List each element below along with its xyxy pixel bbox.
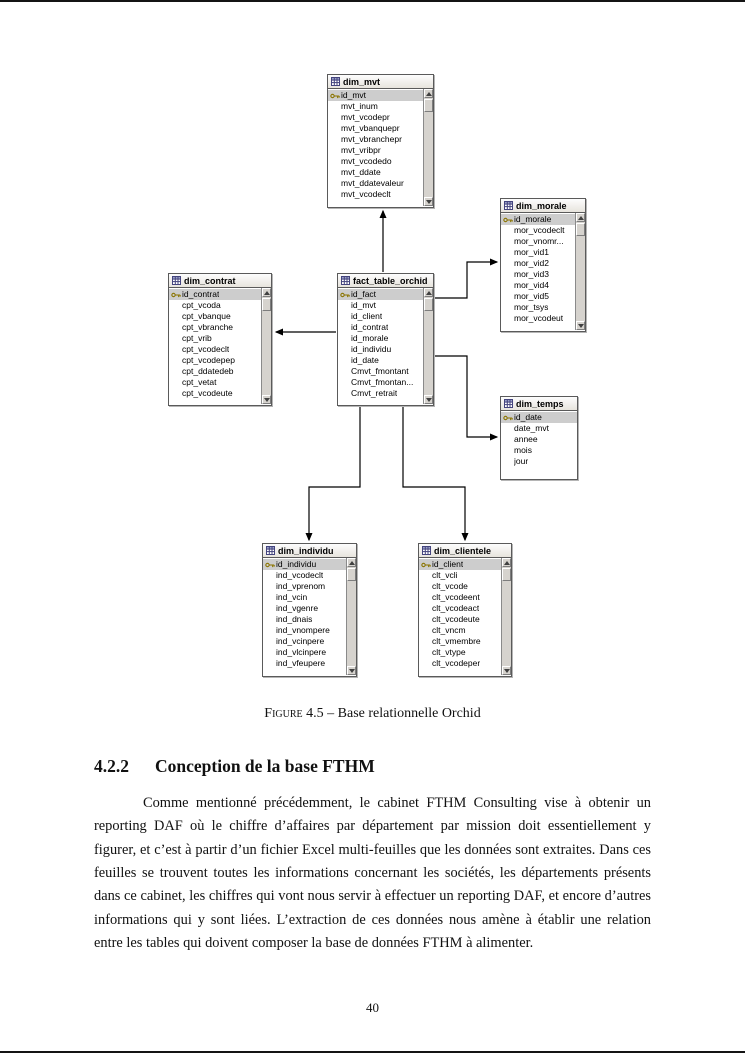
field-row bbox=[263, 592, 346, 603]
field-row bbox=[338, 344, 423, 355]
field-row bbox=[263, 636, 346, 647]
field-row bbox=[501, 247, 575, 258]
field-row bbox=[338, 322, 423, 333]
field-name: id_morale bbox=[351, 333, 389, 343]
scroll-up-icon bbox=[262, 288, 271, 297]
field-name: ind_vcin bbox=[276, 592, 308, 602]
page-number: 40 bbox=[366, 1000, 379, 1015]
field-name: mvt_inum bbox=[341, 101, 378, 111]
field-name: clt_vncm bbox=[432, 625, 466, 635]
scroll-up-icon bbox=[502, 558, 511, 567]
field-row bbox=[501, 214, 575, 225]
vertical-scrollbar bbox=[575, 213, 585, 330]
field-name: mor_tsys bbox=[514, 302, 549, 312]
field-row bbox=[501, 269, 575, 280]
field-name: mois bbox=[514, 445, 532, 455]
field-row bbox=[501, 423, 577, 434]
field-row bbox=[328, 123, 423, 134]
field-row bbox=[169, 311, 261, 322]
field-name: cpt_vbanque bbox=[182, 311, 231, 321]
field-name: cpt_vetat bbox=[182, 377, 217, 387]
field-name: date_mvt bbox=[514, 423, 549, 433]
primary-key-icon bbox=[501, 415, 514, 421]
field-row bbox=[419, 647, 501, 658]
field-list bbox=[328, 89, 423, 206]
table-body bbox=[263, 558, 356, 675]
field-row bbox=[338, 333, 423, 344]
scroll-down-icon bbox=[424, 197, 433, 206]
table-body bbox=[338, 288, 433, 404]
connector-fact-to-dim_temps bbox=[434, 356, 497, 437]
field-name: cpt_vcoda bbox=[182, 300, 221, 310]
connector-fact-to-dim_clientele bbox=[403, 406, 465, 540]
field-name: mor_vcodeclt bbox=[514, 225, 565, 235]
vertical-scrollbar bbox=[423, 288, 433, 404]
field-row bbox=[263, 581, 346, 592]
field-name: id_individu bbox=[351, 344, 392, 354]
table-dim_temps bbox=[500, 396, 578, 480]
field-name: id_client bbox=[351, 311, 383, 321]
table-icon bbox=[331, 77, 340, 86]
table-title: fact_table_orchid bbox=[353, 275, 428, 286]
field-name: mvt_vribpr bbox=[341, 145, 381, 155]
field-row bbox=[419, 581, 501, 592]
figure-caption-label: Figure 4.5 bbox=[264, 706, 324, 721]
scroll-down-icon bbox=[502, 666, 511, 675]
field-row bbox=[501, 302, 575, 313]
table-icon bbox=[422, 546, 431, 555]
field-name: id_mvt bbox=[341, 90, 367, 100]
field-row bbox=[501, 313, 575, 324]
field-name: annee bbox=[514, 434, 538, 444]
field-name: mor_vid4 bbox=[514, 280, 549, 290]
field-row bbox=[169, 377, 261, 388]
field-name: Cmvt_retrait bbox=[351, 388, 398, 398]
field-row bbox=[169, 333, 261, 344]
field-name: jour bbox=[514, 456, 529, 466]
primary-key-icon bbox=[419, 562, 432, 568]
field-name: id_mvt bbox=[351, 300, 377, 310]
table-icon bbox=[504, 201, 513, 210]
scroll-up-icon bbox=[424, 288, 433, 297]
field-name: mvt_vcodepr bbox=[341, 112, 390, 122]
field-name: ind_vcodeclt bbox=[276, 570, 324, 580]
field-row bbox=[501, 225, 575, 236]
field-name: clt_vcli bbox=[432, 570, 458, 580]
table-title: dim_contrat bbox=[184, 275, 236, 286]
field-row bbox=[338, 289, 423, 300]
field-list bbox=[501, 213, 575, 330]
field-row bbox=[338, 388, 423, 399]
field-name: clt_vcodeper bbox=[432, 658, 481, 668]
table-body bbox=[328, 89, 433, 206]
vertical-scrollbar bbox=[346, 558, 356, 675]
body-paragraph: Comme mentionné précédemment, le cabinet FTHM Consulting vise à obtenir un reporting DAF où le chiffre d’affaires par département par mission doit essentiellement y figurer, et c’est à partir d’un fichier Excel multi-feuilles que les données sont extraites. Dans ces feuilles se trouvent toutes les informations concernant les sociétés, les départements présents dans ce cabinet, les chiffres qui vont nous servir à effectuer un reporting DAF, et encore d’autres informations qui y sont liées. L’extraction de ces données nous amène à établir une relation entre les tables qui doivent composer la base de données FTHM à alimenter. bbox=[94, 795, 651, 951]
table-titlebar bbox=[328, 75, 433, 89]
primary-key-icon bbox=[501, 217, 514, 223]
section-number: 4.2.2 bbox=[94, 756, 129, 776]
scroll-down-icon bbox=[576, 321, 585, 330]
table-titlebar bbox=[501, 199, 585, 213]
scroll-thumb bbox=[424, 99, 433, 112]
field-row bbox=[169, 355, 261, 366]
field-name: id_date bbox=[514, 412, 542, 422]
table-dim_morale bbox=[500, 198, 586, 332]
table-icon bbox=[266, 546, 275, 555]
field-name: mor_vnomr... bbox=[514, 236, 564, 246]
field-row bbox=[419, 603, 501, 614]
field-name: Cmvt_fmontan... bbox=[351, 377, 414, 387]
field-row bbox=[263, 625, 346, 636]
table-title: dim_temps bbox=[516, 398, 564, 409]
field-name: id_client bbox=[432, 559, 464, 569]
field-row bbox=[328, 145, 423, 156]
field-row bbox=[263, 559, 346, 570]
field-name: clt_vcode bbox=[432, 581, 468, 591]
field-name: mvt_ddatevaleur bbox=[341, 178, 404, 188]
field-row bbox=[169, 388, 261, 399]
field-name: mvt_vbranchepr bbox=[341, 134, 402, 144]
field-name: mvt_ddate bbox=[341, 167, 381, 177]
field-name: cpt_vcodepep bbox=[182, 355, 235, 365]
field-row bbox=[501, 280, 575, 291]
field-name: id_contrat bbox=[182, 289, 220, 299]
field-name: mor_vid1 bbox=[514, 247, 549, 257]
table-title: dim_clientele bbox=[434, 545, 492, 556]
field-list bbox=[169, 288, 261, 404]
scroll-down-icon bbox=[262, 395, 271, 404]
field-name: cpt_vrib bbox=[182, 333, 212, 343]
field-list bbox=[501, 411, 577, 478]
field-row bbox=[501, 236, 575, 247]
figure-caption bbox=[0, 706, 745, 722]
field-name: id_date bbox=[351, 355, 379, 365]
table-title: dim_mvt bbox=[343, 76, 381, 87]
field-list bbox=[338, 288, 423, 404]
field-row bbox=[419, 592, 501, 603]
table-titlebar bbox=[338, 274, 433, 288]
section-title: Conception de la base FTHM bbox=[155, 756, 375, 776]
field-row bbox=[169, 366, 261, 377]
field-name: clt_vcodeent bbox=[432, 592, 480, 602]
field-name: cpt_vbranche bbox=[182, 322, 234, 332]
field-row bbox=[263, 603, 346, 614]
field-row bbox=[263, 614, 346, 625]
scroll-down-icon bbox=[347, 666, 356, 675]
table-titlebar bbox=[419, 544, 511, 558]
table-dim_clientele bbox=[418, 543, 512, 677]
table-body bbox=[501, 213, 585, 330]
field-row bbox=[501, 445, 577, 456]
scroll-up-icon bbox=[347, 558, 356, 567]
vertical-scrollbar bbox=[501, 558, 511, 675]
field-row bbox=[169, 300, 261, 311]
field-row bbox=[419, 625, 501, 636]
field-row bbox=[338, 366, 423, 377]
scroll-up-icon bbox=[424, 89, 433, 98]
figure-caption-text: – Base relationnelle Orchid bbox=[327, 706, 481, 721]
field-row bbox=[419, 570, 501, 581]
field-list bbox=[263, 558, 346, 675]
table-body bbox=[501, 411, 577, 478]
field-row bbox=[169, 289, 261, 300]
table-body bbox=[419, 558, 511, 675]
scroll-thumb bbox=[424, 298, 433, 311]
field-row bbox=[169, 322, 261, 333]
field-row bbox=[328, 189, 423, 200]
scroll-up-icon bbox=[576, 213, 585, 222]
field-name: mvt_vbanquepr bbox=[341, 123, 400, 133]
scroll-thumb bbox=[347, 568, 356, 581]
field-row bbox=[263, 647, 346, 658]
field-name: Cmvt_fmontant bbox=[351, 366, 409, 376]
field-name: id_fact bbox=[351, 289, 377, 299]
field-row bbox=[419, 636, 501, 647]
field-row bbox=[501, 291, 575, 302]
table-icon bbox=[172, 276, 181, 285]
field-row bbox=[419, 559, 501, 570]
field-row bbox=[501, 258, 575, 269]
field-name: id_morale bbox=[514, 214, 552, 224]
table-fact_table_orchid bbox=[337, 273, 434, 406]
field-row bbox=[338, 311, 423, 322]
field-name: id_contrat bbox=[351, 322, 389, 332]
field-row bbox=[263, 570, 346, 581]
field-name: mor_vid2 bbox=[514, 258, 549, 268]
table-dim_mvt bbox=[327, 74, 434, 208]
field-row bbox=[338, 355, 423, 366]
field-list bbox=[419, 558, 501, 675]
scroll-thumb bbox=[576, 223, 585, 236]
table-titlebar bbox=[263, 544, 356, 558]
table-title: dim_morale bbox=[516, 200, 567, 211]
field-row bbox=[338, 300, 423, 311]
field-row bbox=[501, 434, 577, 445]
section-heading bbox=[94, 756, 651, 777]
field-row bbox=[338, 377, 423, 388]
field-name: ind_vlcinpere bbox=[276, 647, 327, 657]
field-name: mor_vcodeut bbox=[514, 313, 564, 323]
field-row bbox=[419, 658, 501, 669]
field-row bbox=[328, 112, 423, 123]
field-name: mvt_vcodeclt bbox=[341, 189, 391, 199]
primary-key-icon bbox=[328, 93, 341, 99]
field-name: cpt_vcodeute bbox=[182, 388, 233, 398]
field-name: ind_dnais bbox=[276, 614, 313, 624]
field-row bbox=[263, 658, 346, 669]
connector-fact-to-dim_morale bbox=[434, 262, 497, 298]
field-name: cpt_ddatedeb bbox=[182, 366, 234, 376]
field-name: clt_vcodeact bbox=[432, 603, 480, 613]
primary-key-icon bbox=[263, 562, 276, 568]
field-name: id_individu bbox=[276, 559, 317, 569]
field-row bbox=[419, 614, 501, 625]
field-name: ind_vnompere bbox=[276, 625, 330, 635]
scroll-thumb bbox=[262, 298, 271, 311]
table-dim_individu bbox=[262, 543, 357, 677]
field-name: ind_vcinpere bbox=[276, 636, 325, 646]
primary-key-icon bbox=[169, 292, 182, 298]
table-icon bbox=[341, 276, 350, 285]
field-row bbox=[501, 456, 577, 467]
table-title: dim_individu bbox=[278, 545, 334, 556]
field-name: clt_vcodeute bbox=[432, 614, 480, 624]
field-row bbox=[328, 178, 423, 189]
field-name: ind_vfeupere bbox=[276, 658, 326, 668]
vertical-scrollbar bbox=[261, 288, 271, 404]
field-name: mor_vid3 bbox=[514, 269, 549, 279]
connector-fact-to-dim_individu bbox=[309, 406, 360, 540]
field-row bbox=[328, 101, 423, 112]
table-titlebar bbox=[169, 274, 271, 288]
table-body bbox=[169, 288, 271, 404]
scroll-thumb bbox=[502, 568, 511, 581]
table-icon bbox=[504, 399, 513, 408]
table-dim_contrat bbox=[168, 273, 272, 406]
field-row bbox=[328, 156, 423, 167]
field-name: mor_vid5 bbox=[514, 291, 549, 301]
field-name: clt_vmembre bbox=[432, 636, 481, 646]
field-name: cpt_vcodeclt bbox=[182, 344, 230, 354]
field-row bbox=[328, 134, 423, 145]
field-name: clt_vtype bbox=[432, 647, 466, 657]
vertical-scrollbar bbox=[423, 89, 433, 206]
field-name: ind_vprenom bbox=[276, 581, 326, 591]
scroll-down-icon bbox=[424, 395, 433, 404]
field-name: mvt_vcodedo bbox=[341, 156, 392, 166]
field-row bbox=[169, 344, 261, 355]
field-name: ind_vgenre bbox=[276, 603, 319, 613]
table-titlebar bbox=[501, 397, 577, 411]
field-row bbox=[328, 90, 423, 101]
field-row bbox=[501, 412, 577, 423]
field-row bbox=[328, 167, 423, 178]
primary-key-icon bbox=[338, 292, 351, 298]
